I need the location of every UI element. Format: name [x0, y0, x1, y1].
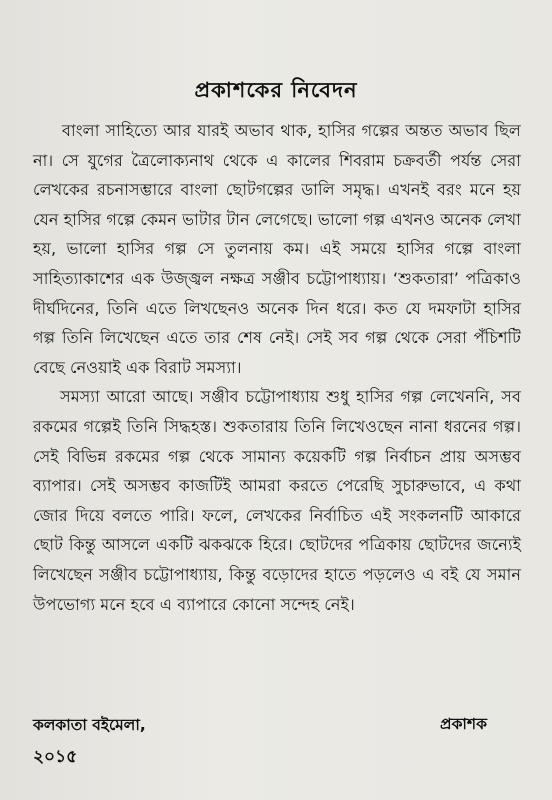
footer-signature: প্রকাশক — [440, 715, 487, 733]
paragraph-1: বাংলা সাহিত্যে আর যারই অভাব থাক, হাসির গল্পের অন্তত অভাব ছিল না। সে যুগের ত্রৈলোক্যনাথ থেকে এ কালের শিবরাম চক্রবর্তী পর্যন্ত সেরা লেখকের রচনাসম্ভারে বাংলা ছোটগল্পের ডালি সমৃদ্ধ। এখনই বরং মনে হয় যেন হাসির গল্পে কেমন ভাটার টান লেগেছে। ভালো গল্প এখনও অনেক লেখা হয়, ভালো হাসির গল্প সে তুলনায় কম। এই সময়ে হাসির গল্পে বাংলা সাহিত্যাকাশের এক উজ্জ্বল নক্ষত্র সঞ্জীব চট্টোপাধ্যায়। ‘শুকতারা’ পত্রিকাও দীর্ঘদিনের, তিনি এতে লিখছেনও অনেক দিন ধরে। কত যে দমফাটা হাসির গল্প তিনি লিখেছেন এতে তার শেষ নেই। সেই সব গল্প থেকে সেরা পঁচিশটি বেছে নেওয়াই এক বিরাট সমস্যা। — [33, 121, 521, 377]
body-text — [33, 116, 521, 619]
page-title: প্রকাশকের নিবেদন — [194, 78, 358, 102]
footer-place: কলকাতা বইমেলা, — [33, 716, 146, 734]
paragraph-2: সমস্যা আরো আছে। সঞ্জীব চট্টোপাধ্যায় শুধু হাসির গল্প লেখেননি, সব রকমের গল্পেই তিনি সিদ্ধহস্ত। শুকতারায় তিনি লিখেওছেন নানা ধরনের গল্প। সেই বিভিন্ন রকমের গল্প থেকে সামান্য কয়েকটি গল্প নির্বাচন প্রায় অসম্ভব ব্যাপার। সেই অসম্ভব কাজটিই আমরা করতে পেরেছি সুচারুভাবে, এ কথা জোর দিয়ে বলতে পারি। ফলে, লেখকের নির্বাচিত এই সংকলনটি আকারে ছোট কিন্তু আসলে একটি ঝকঝকে হিরে। ছোটদের পত্রিকায় ছোটদের জন্যেই লিখেছেন সঞ্জীব চট্টোপাধ্যায়, কিন্তু বড়োদের হাতে পড়লেও এ বই যে সমান উপভোগ্য মনে হবে এ ব্যাপারে কোনো সন্দেহ নেই। — [33, 387, 521, 614]
footer-year: ২০১৫ — [33, 747, 78, 767]
